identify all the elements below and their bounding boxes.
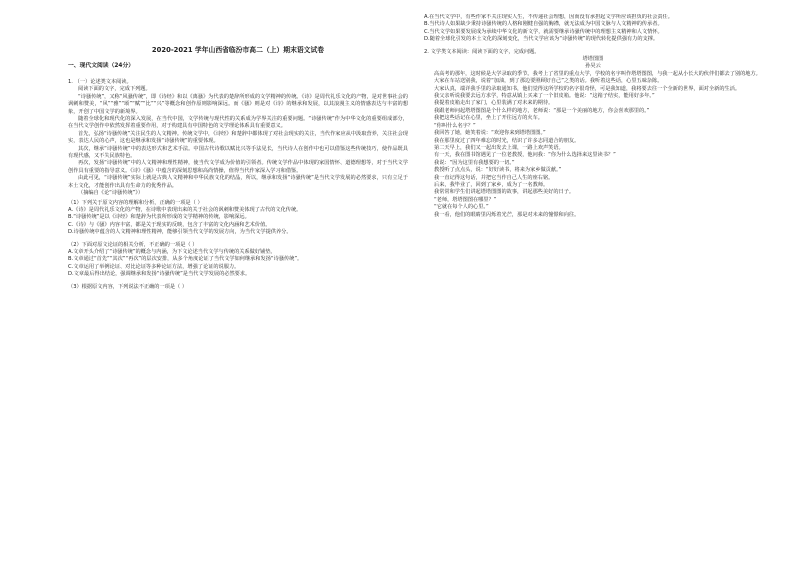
exam-title: 2020-2021 学年山西省临汾市高二（上）期末语文试卷 (151, 46, 325, 54)
passage-paragraph: “诗骚传统”，又称“风骚传统”，即《诗经》和以《离骚》为代表的楚辞所形成的文学精神的传统。《诗》是周代礼乐文化的产物，是对世事社会的讽刺和赞美，“风”“雅”“颂”“赋”“比”“兴”等概念和创作原则影响深远。而《骚》则是对《诗》的继承和发展，以其浪漫主义的情感表达与丰富的想象，开创了中国文学的新境界。 (68, 93, 408, 115)
answer-option: C.文章运用了举例论证、对比论证等多种论证方法，增强了论证的说服力。 (68, 263, 240, 270)
answer-option: B.文章通过“首先”“其次”“再次”的层次安排，从多个角度论证了当代文学如何继承和发扬“诗骚传统”。 (68, 256, 303, 263)
story-paragraph: 我跟老师问起塔塔图图是个什么样的地方，老师说：“那是一个美丽的地方，你会喜欢那里的。” (434, 107, 650, 114)
question-number-1: 1. （一）论述类文本阅读。 (68, 79, 132, 85)
story-paragraph: 大家认真，端详我手里的录取通知书，他们觉得这所学校的名字很奇怪，可是我知道，我将要去往一个全新的世界，面对全新的生活。 (434, 85, 741, 92)
question-3-stem: （3）根据原文内容，下列说法不正确的一项是（ ） (68, 283, 188, 290)
story-text (424, 71, 762, 219)
answer-option: D.文章最后得出结论，强调继承和发扬“诗骚传统”是当代文学发展的必然要求。 (68, 271, 251, 278)
question-1-stem: （1）下列关于原文内容的理解和分析，正确的一项是（ ） (68, 199, 203, 206)
story-paragraph: 我说：“因为这里有我想要的一切。” (434, 159, 515, 166)
story-paragraph: 大家在车站送别我，说着“加油，到了那边要照顾好自己”之类的话。我听着这些话，心里五味杂陈。 (434, 78, 663, 85)
left-column (68, 14, 408, 553)
story-paragraph: “它就在每个人的心里。” (434, 204, 489, 211)
story-paragraph: 我一看，他们的眼睛里闪烁着光芒，那是对未来的憧憬和向往。 (434, 211, 580, 218)
answer-option: C.《诗》与《骚》内容丰富，都是关于现实的反映，包含了丰富的文化内涵和艺术价值。 (68, 221, 271, 228)
answer-option: C.当代文学如果要发展成为承续中华文化的新文学，就需要继承诗骚传统中的理想主义精神和人文情怀。 (424, 28, 663, 35)
answer-option: A.在当代文学中，有些作家不关注现实人生，不传递社会理想，因而没有承担起文学所应该担负的社会责任。 (424, 14, 673, 20)
question-2-stem: （2）下面对原文论证的相关分析，不正确的一项是（ ） (68, 241, 198, 248)
story-paragraph: 教授听了点点头，说：“好好读书，将来为家乡做贡献。” (434, 167, 562, 174)
right-column (424, 14, 762, 553)
question-3-options (424, 14, 762, 44)
story-paragraph: 我提着皮箱走出了家门，心里装满了对未来的期待。 (434, 100, 554, 107)
question-1-options (68, 207, 408, 237)
story-paragraph: 后来，我毕业了，回到了家乡，成为了一名教师。 (434, 181, 549, 188)
section-heading-reading: 一、现代文阅读（24分） (68, 63, 135, 69)
answer-option: D.诗骚传统中蕴含的人文精神和理性精神，能够引领当代文学的发展方向，为当代文学提供养分。 (68, 229, 292, 236)
question-2-options (68, 249, 408, 279)
answer-option: A.《诗》是周代礼乐文化的产物，在诗歌中表现出来的关于社会的讽刺和赞美体现了古代的文化传统。 (68, 206, 302, 213)
story-paragraph: 我回答了她，她笑着说：“欢迎你来到塔塔图图。” (434, 130, 546, 137)
story-paragraph: “老师，塔塔图图在哪里？” (434, 196, 497, 203)
reading-instruction: 阅读下面的文字，完成下列题。 (78, 86, 151, 93)
story-paragraph: 第二天早上，我们又一起出发去上课，一路上欢声笑语。 (434, 144, 564, 151)
passage-source: （摘编自《论“诗骚传统”》） (78, 190, 144, 197)
passage-paragraph: 其次，继承“诗骚传统”中的表达形式和艺术手法。中国古代诗歌以赋比兴等手法见长，当代诗人在创作中也可以借鉴这些传统技巧，使作品既具有现代感，又不失民族特色。 (68, 145, 408, 160)
story-paragraph: 有一天，我在图书馆遇见了一位老教授，他问我：“你为什么选择来这里读书？” (434, 152, 616, 159)
story-paragraph: 我在那里度过了四年难忘的时光，结识了许多志同道合的朋友。 (434, 137, 580, 144)
answer-option: B.当代诗人如果缺少秉持诗骚传统的人格和刚健自强的胸襟，就无法成为中国文脉与人文精神的传承者。 (424, 21, 663, 28)
answer-option: A.文章开头介绍了“诗骚传统”的概念与内涵，为下文论述当代文学与传统的关系做好铺垫。 (68, 248, 276, 255)
answer-option: D.随着全球化引发的本土文化的深刻变化，当代文学应该为“诗骚传统”的现代转化提供强有力的支撑。 (424, 36, 659, 43)
passage-text (68, 94, 408, 190)
story-author: 孙昊云 (585, 63, 601, 70)
story-paragraph: 我常常和学生们讲起塔塔图图的故事，讲起那些美好的日子。 (434, 189, 575, 196)
story-paragraph: 高高考的那年，这时候是大学录取的季节。我考上了省里的重点大学，学校的名字叫作塔塔图图，与我一起从小长大的伙伴们都去了别的地方。 (434, 70, 761, 77)
story-title: 塔塔图图 (582, 56, 604, 63)
question-2-intro: 2. 文学类文本阅读：阅读下面的文字，完成问题。 (424, 48, 540, 55)
passage-paragraph: 随着全球化和现代化的深入发展，在当代中国，文学传统与现代性的关系成为学界关注的重要问题。“诗骚传统”作为中华文化的重要组成部分，在当代文学创作中依然发挥着重要作用，对于构建具有中国特色的文学理论体系具有重要意义。 (68, 116, 408, 130)
story-paragraph: 我一直记得这句话，并把它当作自己人生的座右铭。 (434, 174, 554, 181)
story-paragraph: 我父亲听说我要去远方求学，特意从镇上买来了一个旧皮箱。他说：“这箱子结实，能用好多年。” (434, 93, 655, 100)
answer-option: B.“诗骚传统”是以《诗经》和楚辞为代表所形成的文学精神的传统，影响深远。 (68, 214, 250, 221)
story-paragraph: 我把这些话记在心里，坐上了开往远方的火车。 (434, 115, 543, 122)
passage-paragraph: 由此可见，“诗骚传统”实际上就是古典人文精神和中华民族文化的结晶，所以，继承和发扬“诗骚传统”是当代文学发展的必然要求，只有立足于本土文化，才能创作出具有生命力的优秀作品。 (68, 175, 408, 189)
story-paragraph: “你叫什么名字？” (434, 122, 476, 129)
passage-paragraph: 再次，发扬“诗骚传统”中的人文精神和理性精神，使当代文学成为价值的引领者。传统文学作品中体现的家国情怀、道德理想等，对于当代文学创作具有重要的指导意义。《诗》《骚》中蕴含的深刻思想和高尚情操，值得当代作家深入学习和借鉴。 (68, 160, 408, 174)
passage-paragraph: 首先，弘扬“诗骚传统”关注民生的人文精神。传统文学中，《诗经》和楚辞中都体现了对社会现实的关注，当代作家应从中汲取营养，关注社会现实，表达人民的心声，这也是继承和发扬“诗骚传统”的重要体现。 (68, 130, 408, 145)
